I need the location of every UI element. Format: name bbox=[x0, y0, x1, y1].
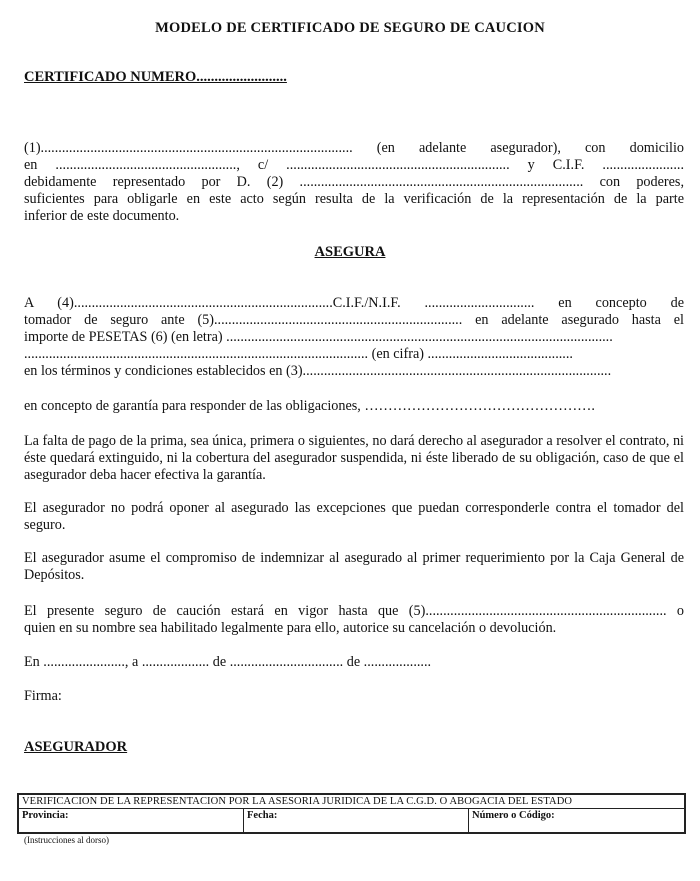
instrucciones-note: (Instrucciones al dorso) bbox=[24, 835, 109, 845]
fecha-lugar-line: En ......................., a ................... de ................................ de ................... bbox=[24, 654, 432, 670]
falta-pago-paragraph: La falta de pago de la prima, sea única, primera o siguientes, no dará derecho al asegurador a resolver el contrato, ni éste quedará extinguido, ni la cobertura del asegurador suspendida, ni éste liberado de su obligación, caso de que el asegurador deba hacer efectiva la garantía. bbox=[24, 433, 684, 483]
fecha-label: Fecha: bbox=[247, 810, 278, 821]
asegura-heading: ASEGURA bbox=[314, 244, 386, 260]
intro-line: inferior de este documento. bbox=[24, 208, 180, 224]
intro-line: (1)........................................................................................ (en adelante asegurador), con domicilio bbox=[24, 140, 684, 156]
compromiso-paragraph: El asegurador asume el compromiso de indemnizar al asegurado al primer requerimiento por la Caja General de Depósitos. bbox=[24, 550, 684, 583]
asegurador-heading: ASEGURADOR bbox=[24, 739, 128, 755]
firma-label: Firma: bbox=[24, 688, 62, 704]
vigor-paragraph bbox=[24, 603, 684, 637]
garantia-line: en concepto de garantía para responder de las obligaciones, …………………………………………. bbox=[24, 398, 595, 414]
vigor-line: El presente seguro de caución estará en vigor hasta que (5).................................................................... o bbox=[24, 603, 684, 619]
intro-line: suficientes para obligarle en este acto según resulta de la verificación de la representación de la parte bbox=[24, 191, 684, 207]
provincia-label: Provincia: bbox=[22, 810, 69, 821]
intro-paragraph bbox=[24, 140, 684, 225]
verificacion-header: VERIFICACION DE LA REPRESENTACION POR LA ASESORIA JURIDICA DE LA C.G.D. O ABOGACIA DEL ESTADO bbox=[18, 794, 685, 809]
asegura-line: ................................................................................................. (en cifra) ......................................... bbox=[24, 346, 573, 362]
vigor-line: quien en su nombre sea habilitado legalmente para ello, autorice su cancelación o devolución. bbox=[24, 620, 557, 636]
asegura-line: A (4).........................................................................C.I.F./N.I.F. ............................... en concepto de bbox=[24, 295, 684, 311]
document-title: MODELO DE CERTIFICADO DE SEGURO DE CAUCION bbox=[155, 20, 545, 36]
intro-line: debidamente representado por D. (2) ................................................................................ con poderes, bbox=[24, 174, 684, 190]
verificacion-table bbox=[17, 793, 686, 834]
provincia-cell[interactable] bbox=[18, 809, 244, 833]
asegura-line: importe de PESETAS (6) (en letra) ............................................................................................................. bbox=[24, 329, 613, 345]
numero-cell[interactable] bbox=[469, 809, 686, 833]
fecha-cell[interactable] bbox=[244, 809, 469, 833]
intro-line: en ..................................................., c/ ............................................................... y C.I.F. ....................... bbox=[24, 157, 684, 173]
excepciones-paragraph: El asegurador no podrá oponer al asegurado las excepciones que puedan corresponderle contra el tomador del seguro. bbox=[24, 500, 684, 533]
numero-label: Número o Código: bbox=[472, 810, 555, 821]
certificado-numero: CERTIFICADO NUMERO......................... bbox=[24, 69, 287, 85]
asegura-line: en los términos y condiciones establecidos en (3)....................................................................................... bbox=[24, 363, 612, 379]
asegura-paragraph bbox=[24, 295, 684, 380]
asegura-line: tomador de seguro ante (5)...................................................................... en adelante asegurado hasta el bbox=[24, 312, 684, 328]
